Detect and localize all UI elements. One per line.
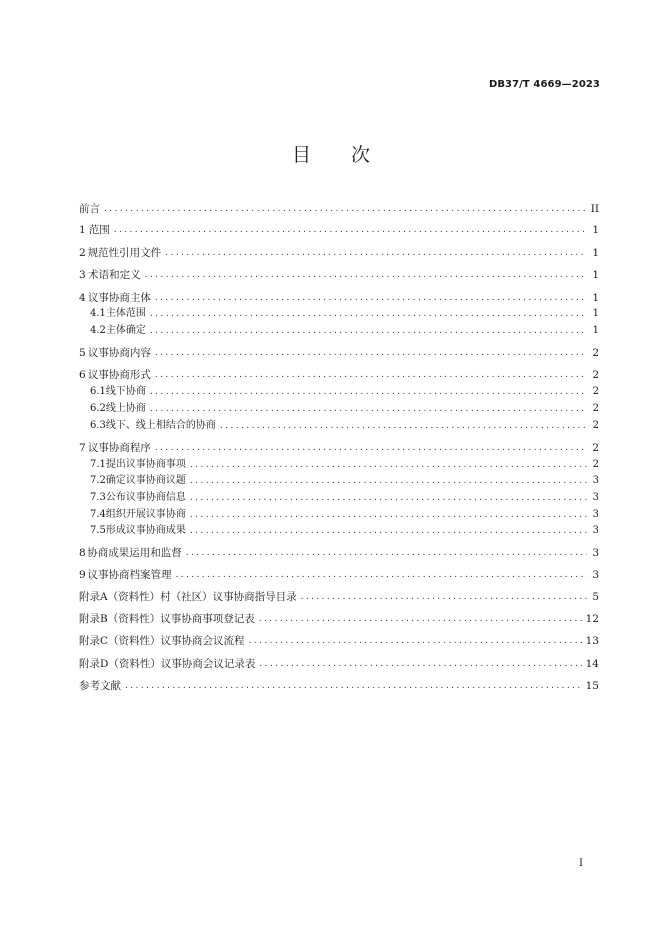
- toc-entry-number: 6.3: [90, 420, 106, 431]
- toc-entry-label: 提出议事协商事项: [105, 459, 186, 470]
- toc-entry-page: 2: [592, 347, 599, 359]
- dot-leader: [190, 490, 587, 506]
- toc-entry-4-2[interactable]: [90, 323, 599, 339]
- dot-leader: [190, 523, 587, 539]
- dot-leader: [249, 633, 582, 649]
- toc-entry-page: 1: [592, 308, 599, 319]
- toc-entry-label: 公布议事协商信息: [105, 492, 186, 503]
- toc-entry-label: 议事协商会议记录表: [160, 658, 256, 670]
- toc-entry-number: 4.1: [90, 308, 106, 319]
- dot-leader: [150, 323, 587, 339]
- toc-entry-number: 1: [79, 224, 86, 236]
- toc-entry-appendix-a[interactable]: [79, 589, 599, 605]
- toc-entry-2[interactable]: [79, 245, 599, 261]
- toc-entry-5[interactable]: [79, 345, 599, 361]
- toc-entry-label: 主体确定: [105, 325, 146, 336]
- toc-entry-label: 议事协商程序: [87, 442, 151, 454]
- toc-entry-7-1[interactable]: [90, 457, 599, 473]
- standard-code: DB37/T 4669—2023: [488, 79, 600, 90]
- title-char-2: 次: [351, 144, 371, 166]
- toc-entry-label: 范围: [88, 224, 110, 236]
- toc-entry-page: 2: [592, 420, 599, 431]
- toc-entry-number: 6: [79, 369, 86, 381]
- dot-leader: [104, 201, 587, 217]
- toc-entry-number: 3: [79, 269, 86, 281]
- toc-entry-number: 6.1: [90, 386, 106, 397]
- dot-leader: [186, 545, 587, 561]
- dot-leader: [150, 306, 587, 322]
- toc-entry-label: 议事协商事项登记表: [160, 613, 255, 625]
- toc-entry-number: 7: [79, 442, 86, 454]
- toc-entry-page: 3: [592, 525, 599, 536]
- dot-leader: [145, 267, 587, 283]
- dot-leader: [150, 384, 587, 400]
- toc-entry-page: 2: [592, 442, 599, 454]
- toc-entry-4[interactable]: [79, 290, 599, 306]
- toc-entry-label: 确定议事协商议题: [105, 475, 186, 486]
- toc-entry-label: 前言: [79, 203, 100, 215]
- toc-entry-number: 4.2: [90, 325, 106, 336]
- toc-entry-page: 12: [585, 613, 599, 625]
- toc-entry-page: 2: [592, 369, 599, 381]
- toc-entry-label: 线下协商: [105, 386, 146, 397]
- toc-entry-page: 14: [585, 658, 599, 670]
- toc-entry-foreword[interactable]: [79, 201, 599, 217]
- title-char-1: 目: [291, 144, 311, 166]
- toc-entry-page: 2: [592, 403, 599, 414]
- toc-entry-page: 15: [585, 680, 599, 692]
- toc-entry-label: 术语和定义: [88, 269, 141, 281]
- toc-entry-page: 1: [592, 224, 599, 236]
- toc-entry-7-5[interactable]: [90, 523, 599, 539]
- toc-entry-6-2[interactable]: [90, 401, 599, 417]
- dot-leader: [190, 457, 587, 473]
- toc-entry-references[interactable]: [79, 678, 599, 694]
- toc-entry-number: 7.1: [90, 459, 106, 470]
- toc-entry-label: 议事协商形式: [87, 369, 151, 381]
- toc-entry-appendix-b[interactable]: [79, 611, 599, 627]
- toc-entry-page: 13: [585, 635, 599, 647]
- toc-entry-label: 协商成果运用和监督: [87, 547, 182, 559]
- toc-entry-page: 2: [592, 459, 599, 470]
- toc-entry-label: 形成议事协商成果: [105, 525, 186, 536]
- toc-entry-7[interactable]: [79, 440, 599, 456]
- toc-entry-9[interactable]: [79, 567, 599, 583]
- toc-entry-6-3[interactable]: [90, 418, 599, 434]
- toc-entry-label: 参考文献: [79, 680, 121, 692]
- dot-leader: [220, 418, 587, 434]
- toc-entry-number: 7.4: [90, 509, 106, 520]
- toc-entry-label: 线下、线上相结合的协商: [105, 420, 216, 431]
- toc-entry-page: 2: [592, 386, 599, 397]
- toc-entry-1[interactable]: [79, 222, 599, 238]
- dot-leader: [190, 473, 587, 489]
- toc-entry-number: 5: [79, 347, 86, 359]
- toc-entry-number: 7.3: [90, 492, 106, 503]
- toc-entry-page: 5: [592, 591, 599, 603]
- toc-entry-number: 附录A（资料性）: [79, 591, 161, 603]
- toc-entry-page: 3: [592, 569, 599, 581]
- dot-leader: [165, 245, 587, 261]
- dot-leader: [114, 222, 587, 238]
- page-title: [0, 140, 662, 167]
- toc-entry-number: 附录B（资料性）: [79, 613, 161, 625]
- toc-entry-number: 附录D（资料性）: [79, 658, 161, 670]
- dot-leader: [155, 440, 587, 456]
- toc-entry-8[interactable]: [79, 545, 599, 561]
- page-number: I: [579, 858, 583, 869]
- toc-entry-number: 2: [79, 247, 86, 259]
- toc-entry-page: 3: [592, 547, 599, 559]
- toc-entry-label: 议事协商档案管理: [87, 569, 172, 581]
- toc-entry-label: 主体范围: [105, 308, 146, 319]
- toc-entry-page: 1: [592, 269, 599, 281]
- toc-entry-label: 议事协商内容: [87, 347, 151, 359]
- toc-entry-label: 议事协商会议流程: [160, 635, 245, 647]
- toc-entry-3[interactable]: [79, 267, 599, 283]
- toc-entry-number: 7.2: [90, 475, 106, 486]
- dot-leader: [190, 507, 587, 523]
- toc-entry-label: 线上协商: [105, 403, 146, 414]
- toc-entry-number: 7.5: [90, 525, 106, 536]
- toc-entry-page: 1: [592, 325, 599, 336]
- toc-entry-page: 3: [592, 492, 599, 503]
- toc-entry-6-1[interactable]: [90, 384, 599, 400]
- toc-entry-7-3[interactable]: [90, 490, 599, 506]
- toc-entry-page: II: [590, 203, 599, 215]
- toc-entry-appendix-c[interactable]: [79, 633, 599, 649]
- toc-entry-7-2[interactable]: [90, 473, 599, 489]
- toc-entry-number: 9: [79, 569, 86, 581]
- dot-leader: [155, 367, 587, 383]
- toc-entry-4-1[interactable]: [90, 306, 599, 322]
- toc-entry-number: 附录C（资料性）: [79, 635, 161, 647]
- toc-entry-page: 1: [592, 247, 599, 259]
- toc-entry-appendix-d[interactable]: [79, 656, 599, 672]
- toc-entry-number: 8: [79, 547, 86, 559]
- toc-entry-6[interactable]: [79, 367, 599, 383]
- toc-entry-page: 1: [592, 292, 599, 304]
- toc-entry-page: 3: [592, 509, 599, 520]
- toc-entry-number: 6.2: [90, 403, 106, 414]
- dot-leader: [125, 678, 582, 694]
- toc-entry-7-4[interactable]: [90, 507, 599, 523]
- toc-entry-label: 村（社区）议事协商指导目录: [160, 591, 297, 603]
- dot-leader: [155, 345, 587, 361]
- toc-entry-number: 4: [79, 292, 86, 304]
- dot-leader: [150, 401, 587, 417]
- dot-leader: [259, 611, 582, 627]
- toc-entry-label: 议事协商主体: [87, 292, 151, 304]
- toc-entry-label: 组织开展议事协商: [105, 509, 186, 520]
- dot-leader: [155, 290, 587, 306]
- dot-leader: [301, 589, 587, 605]
- dot-leader: [259, 656, 581, 672]
- toc-entry-page: 3: [592, 475, 599, 486]
- toc-entry-label: 规范性引用文件: [87, 247, 162, 259]
- dot-leader: [175, 567, 587, 583]
